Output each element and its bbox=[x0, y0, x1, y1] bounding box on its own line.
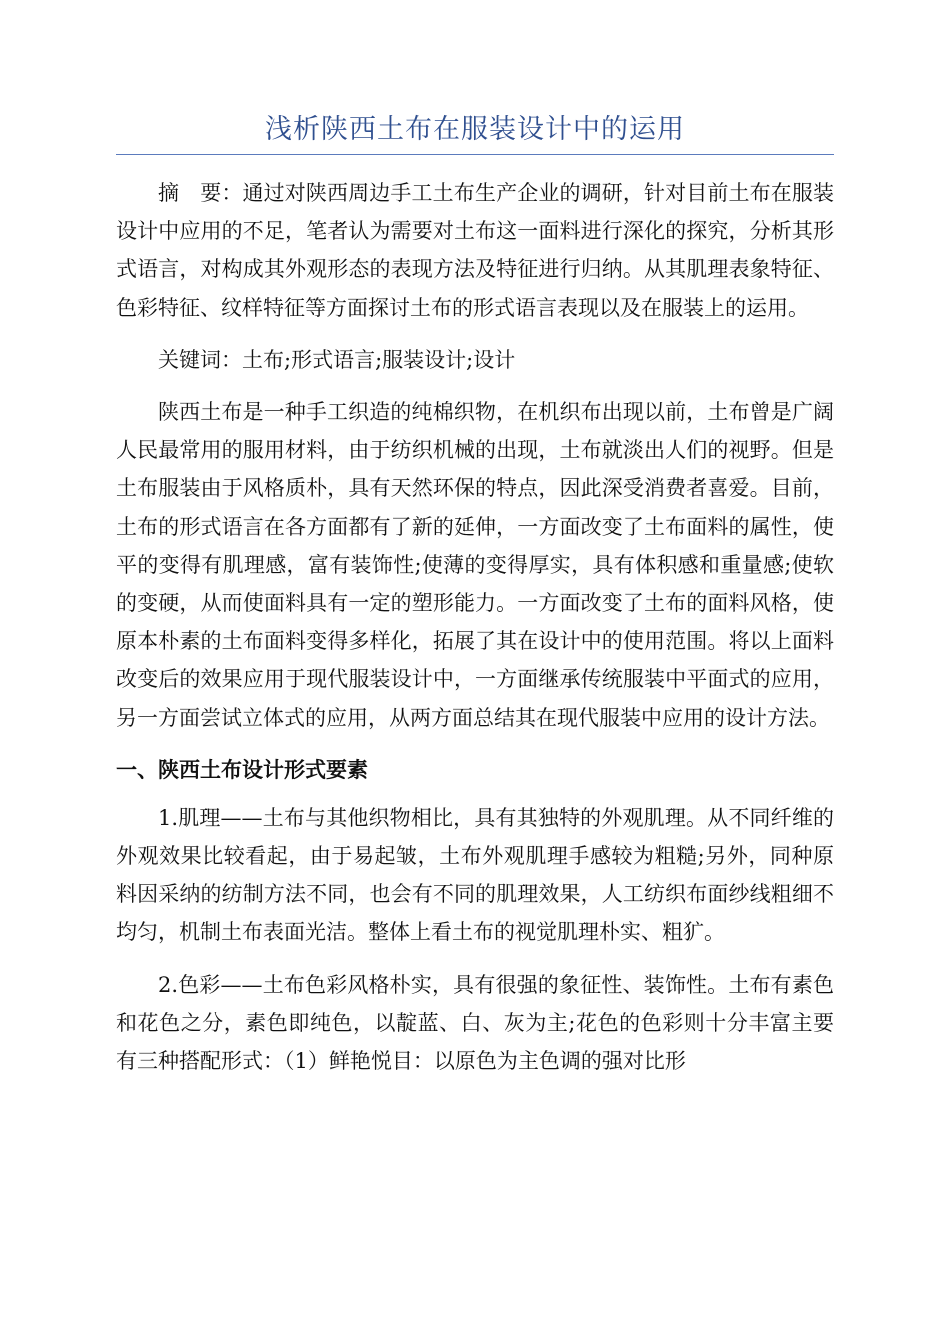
texture-paragraph: 1.肌理——土布与其他织物相比，具有其独特的外观肌理。从不同纤维的外观效果比较看起，由于易起皱，土布外观肌理手感较为粗糙;另外，同种原料因采纳的纺制方法不同，也会有不同的肌理效果，人工纺织布面纱线粗细不均匀，机制土布表面光洁。整体上看土布的视觉肌理朴实、粗犷。 bbox=[116, 805, 834, 945]
intro-paragraph: 陕西土布是一种手工织造的纯棉织物，在机织布出现以前，土布曾是广阔人民最常用的服用材料，由于纺织机械的出现，土布就淡出人们的视野。但是土布服装由于风格质朴，具有天然环保的特点，因此深受消费者喜爱。目前，土布的形式语言在各方面都有了新的延伸，一方面改变了土布面料的属性，使平的变得有肌理感，富有装饰性;使薄的变得厚实，具有体积感和重量感;使软的变硬，从而使面料具有一定的塑形能力。一方面改变了土布的面料风格，使原本朴素的土布面料变得多样化，拓展了其在设计中的使用范围。将以上面料改变后的效果应用于现代服装设计中，一方面继承传统服装中平面式的应用，另一方面尝试立体式的应用，从两方面总结其在现代服装中应用的设计方法。 bbox=[116, 400, 834, 730]
color-paragraph: 2.色彩——土布色彩风格朴实，具有很强的象征性、装饰性。土布有素色和花色之分，素色即纯色，以靛蓝、白、灰为主;花色的色彩则十分丰富主要有三种搭配形式：（1）鲜艳悦目：以原色为主色调的强对比形 bbox=[116, 972, 834, 1074]
document-body bbox=[116, 174, 834, 1094]
abstract-paragraph: 摘 要：通过对陕西周边手工土布生产企业的调研，针对目前土布在服装设计中应用的不足，笔者认为需要对土布这一面料进行深化的探究，分析其形式语言，对构成其外观形态的表现方法及特征进行归纳。从其肌理表象特征、色彩特征、纹样特征等方面探讨土布的形式语言表现以及在服装上的运用。 bbox=[116, 181, 834, 320]
title-underline bbox=[116, 154, 834, 155]
keywords-paragraph: 关键词：土布;形式语言;服装设计;设计 bbox=[158, 347, 516, 372]
document-title: 浅析陕西土布在服装设计中的运用 bbox=[265, 114, 685, 145]
section-heading: 一、陕西土布设计形式要素 bbox=[116, 757, 368, 782]
